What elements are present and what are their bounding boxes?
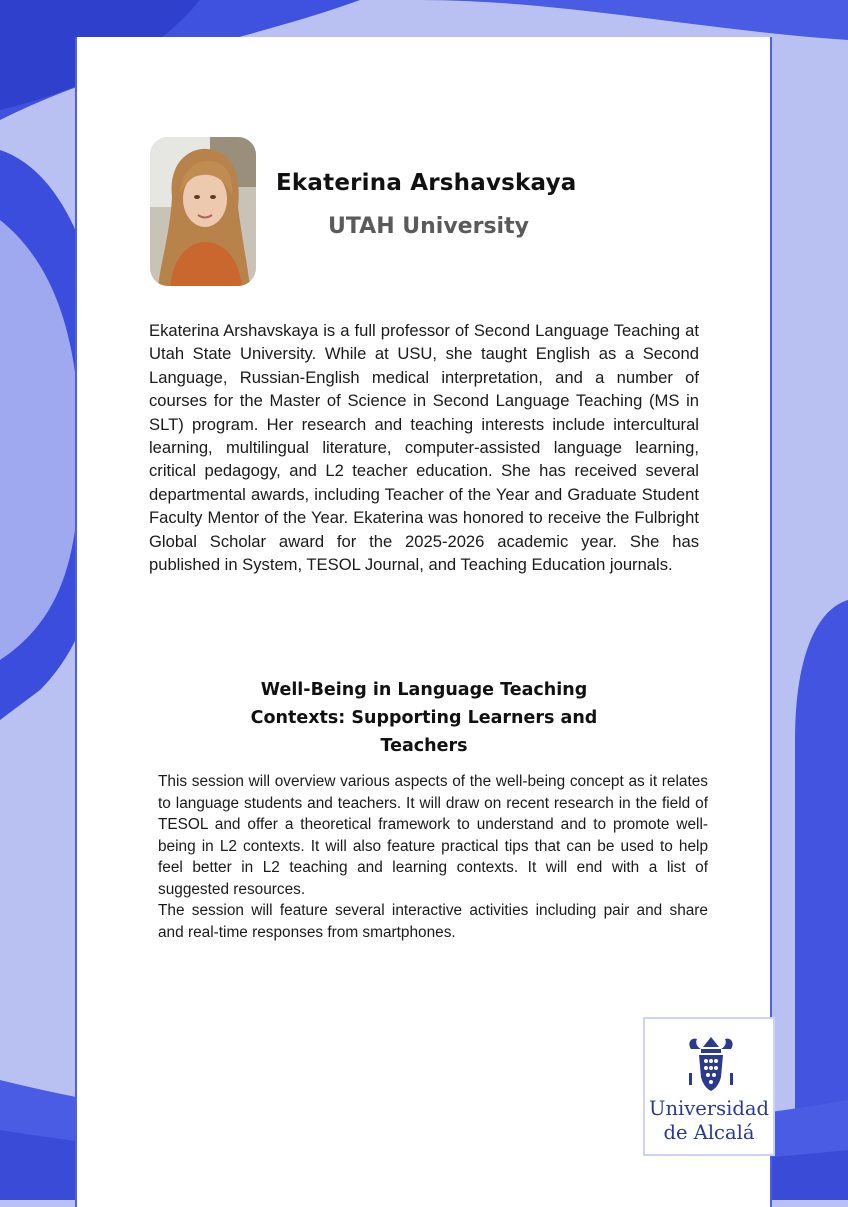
speaker-photo: [150, 137, 256, 286]
speaker-name: Ekaterina Arshavskaya: [276, 170, 577, 196]
abstract-paragraph: This session will overview various aspects of the well-being concept as it relates to language students and teachers. It will draw on recent research in the field of TESOL and offer a theoretical framework to understand and to promote well-being in L2 contexts. It will also feature practical tips that can be used to help feel better in L2 teaching and learning contexts. It will end with a list of suggested resources.: [158, 773, 708, 898]
talk-title: Well-Being in Language Teaching Contexts: Supporting Learners and Teachers: [250, 680, 598, 756]
speaker-bio: Ekaterina Arshavskaya is a full professor of Second Language Teaching at Utah State University. While at USU, she taught English as a Second Language, Russian-English medical interpretation, and a number of courses for the Master of Science in Second Language Teaching (MS in SLT) program. Her research and teaching interests include intercultural learning, multilingual literature, computer-assisted language learning, critical pedagogy, and L2 teacher education. She has received several departmental awards, including Teacher of the Year and Graduate Student Faculty Mentor of the Year. Ekaterina was honored to receive the Fulbright Global Scholar award for the 2025-2026 academic year. She has published in System, TESOL Journal, and Teaching Education journals.: [149, 321, 699, 575]
abstract-paragraph: The session will feature several interactive activities including pair and share and real-time responses from smartphones.: [158, 902, 708, 941]
speaker-university: UTAH University: [328, 214, 529, 239]
talk-abstract: [158, 771, 708, 943]
logo-text-line2: de Alcalá: [663, 1121, 755, 1144]
university-crest-icon: [683, 1033, 739, 1093]
university-logo: [643, 1017, 775, 1156]
logo-text-line1: Universidad: [649, 1097, 769, 1120]
